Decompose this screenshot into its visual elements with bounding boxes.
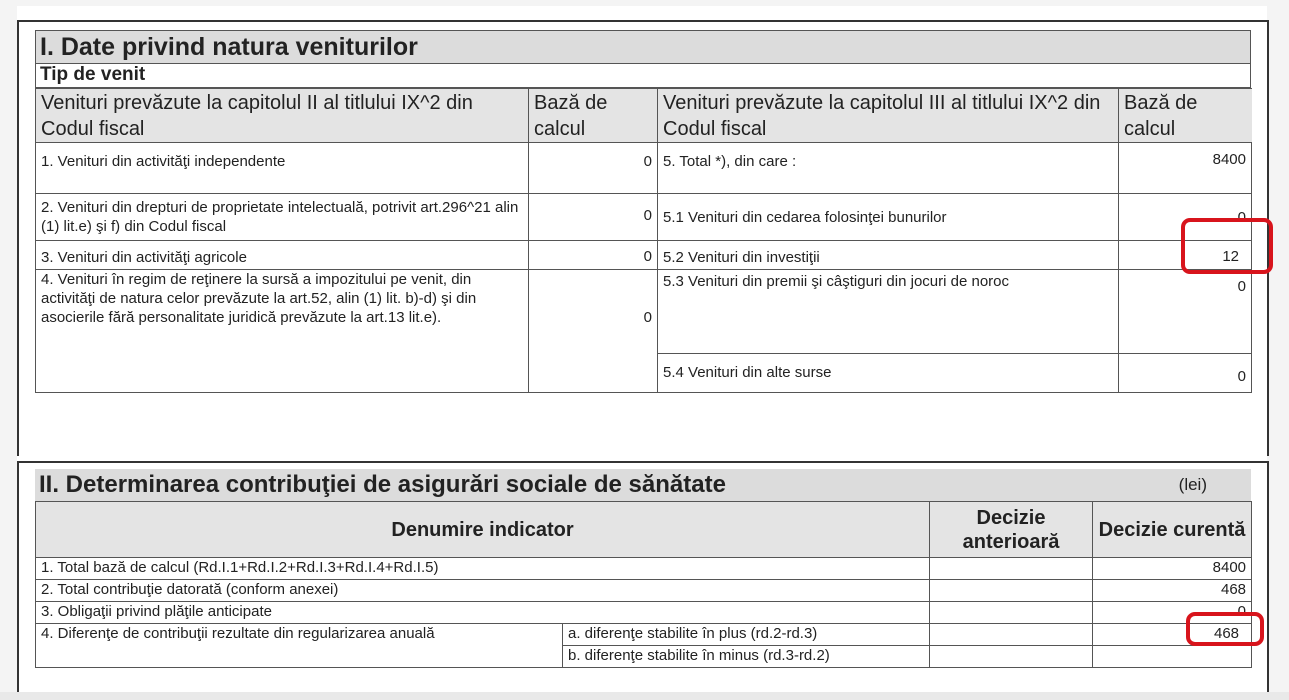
indicator-row-label: 1. Total bază de calcul (Rd.I.1+Rd.I.2+Rd.I.3+Rd.I.4+Rd.I.5) bbox=[36, 558, 930, 580]
right-row-value: 0 bbox=[1119, 354, 1252, 393]
left-row-label: 1. Venituri din activităţi independente bbox=[36, 143, 529, 194]
document-page bbox=[17, 6, 1267, 696]
right-column-header: Venituri prevăzute la capitolul III al titlului IX^2 din Codul fiscal bbox=[658, 89, 1119, 143]
previous-decision-header: Decizie anterioară bbox=[930, 502, 1093, 558]
indicator-header: Denumire indicator bbox=[36, 502, 930, 558]
current-decision-value: 0 bbox=[1093, 602, 1252, 624]
current-decision-value: 468 bbox=[1093, 624, 1252, 646]
left-row-label: 3. Venituri din activităţi agricole bbox=[36, 241, 529, 270]
section-income-nature bbox=[17, 20, 1269, 456]
indicator-row-label: 3. Obligaţii privind plăţile anticipate bbox=[36, 602, 930, 624]
bottom-edge bbox=[0, 692, 1289, 700]
left-row-value: 0 bbox=[529, 241, 658, 270]
right-row-label: 5.4 Venituri din alte surse bbox=[658, 354, 1119, 393]
current-decision-value: 468 bbox=[1093, 580, 1252, 602]
right-row-value: 0 bbox=[1119, 270, 1252, 354]
previous-decision-value bbox=[930, 602, 1093, 624]
previous-decision-value bbox=[930, 624, 1093, 646]
indicator-subrow-label: b. diferenţe stabilite în minus (rd.3-rd.2) bbox=[563, 646, 930, 668]
right-row-value: 8400 bbox=[1119, 143, 1252, 194]
right-row-value: 0 bbox=[1119, 194, 1252, 241]
right-base-header: Bază de calcul bbox=[1119, 89, 1252, 143]
right-row-label: 5.2 Venituri din investiţii bbox=[658, 241, 1119, 270]
left-row-label: 4. Venituri în regim de reţinere la sursă a impozitului pe venit, din activităţi de natura celor prevăzute la art.52, alin (1) lit. b)-d) şi din asocierile fără personalitate juridică prevăzute la art.13 lit.e). bbox=[36, 270, 529, 393]
indicator-row-label: 2. Total contribuţie datorată (conform anexei) bbox=[36, 580, 930, 602]
highlight-box bbox=[1181, 218, 1273, 274]
previous-decision-value bbox=[930, 646, 1093, 668]
left-base-header: Bază de calcul bbox=[529, 89, 658, 143]
left-row-value: 0 bbox=[529, 143, 658, 194]
highlight-box bbox=[1186, 612, 1264, 646]
section1-subtitle: Tip de venit bbox=[35, 64, 1251, 88]
right-row-label: 5.3 Venituri din premii şi câştiguri din jocuri de noroc bbox=[658, 270, 1119, 354]
section2-title: II. Determinarea contribuţiei de asigurări sociale de sănătate bbox=[35, 469, 1251, 501]
right-row-label: 5.1 Venituri din cedarea folosinţei bunurilor bbox=[658, 194, 1119, 241]
currency-unit: (lei) bbox=[1178, 475, 1207, 494]
section-health-contribution bbox=[17, 461, 1269, 698]
contribution-table bbox=[35, 501, 1252, 668]
current-decision-value bbox=[1093, 646, 1252, 668]
section1-title: I. Date privind natura veniturilor bbox=[35, 30, 1251, 64]
left-row-value: 0 bbox=[529, 270, 658, 393]
indicator-subrow-label: a. diferenţe stabilite în plus (rd.2-rd.3) bbox=[563, 624, 930, 646]
left-row-label: 2. Venituri din drepturi de proprietate intelectuală, potrivit art.296^21 alin (1) lit.e) şi f) din Codul fiscal bbox=[36, 194, 529, 241]
current-decision-header: Decizie curentă bbox=[1093, 502, 1252, 558]
right-row-value: 12 bbox=[1119, 241, 1252, 270]
left-row-value: 0 bbox=[529, 194, 658, 241]
current-decision-value: 8400 bbox=[1093, 558, 1252, 580]
income-table bbox=[35, 88, 1252, 393]
previous-decision-value bbox=[930, 580, 1093, 602]
left-column-header: Venituri prevăzute la capitolul II al titlului IX^2 din Codul fiscal bbox=[36, 89, 529, 143]
right-row-label: 5. Total *), din care : bbox=[658, 143, 1119, 194]
previous-decision-value bbox=[930, 558, 1093, 580]
indicator-row-label: 4. Diferenţe de contribuţii rezultate din regularizarea anuală bbox=[36, 624, 563, 668]
